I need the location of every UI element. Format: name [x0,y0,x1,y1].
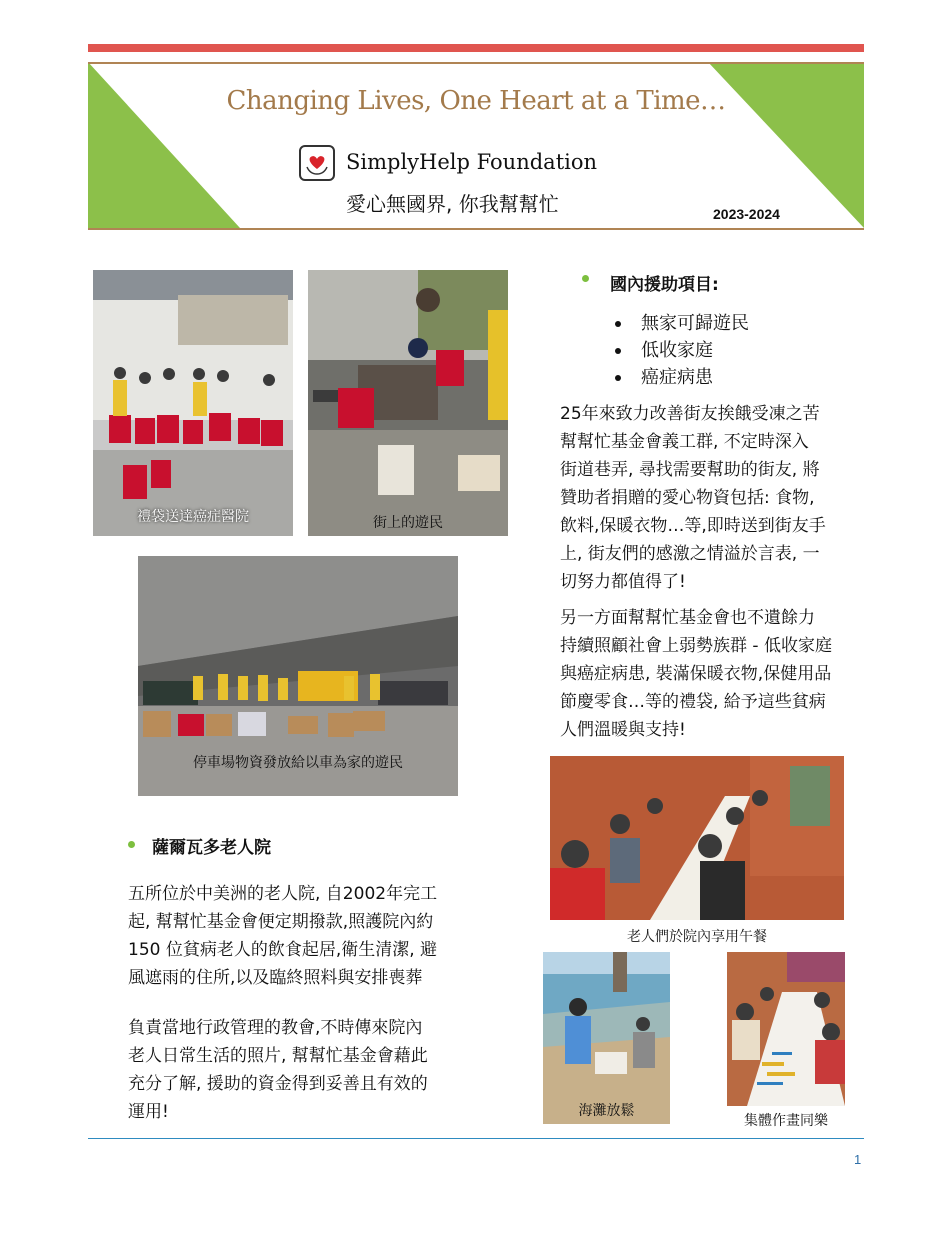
heart-hands-logo-icon [299,145,335,181]
green-bullet-icon [582,275,589,282]
list-item: 癌症病患 [615,363,713,389]
year-label: 2023-2024 [713,206,780,222]
photo-street-homeless [308,270,508,536]
caption-lunch: 老人們於院內享用午餐 [627,929,767,945]
footer-rule [88,1138,864,1139]
banner-top-rule [88,62,864,64]
salvador-paragraph-2: 負責當地行政管理的教會,不時傳來院內 老人日常生活的照片, 幫幫忙基金會藉此 充分了解, 援助的資金得到妥善且有效的 運用! [128,1018,428,1122]
caption-beach: 海灘放鬆 [578,1103,635,1119]
caption-drawing: 集體作畫同樂 [744,1113,828,1129]
caption-street-homeless: 街上的遊民 [373,515,443,531]
domestic-paragraph-1: 25年來致力改善街友挨餓受凍之苦 幫幫忙基金會義工群, 不定時深入 街道巷弄, 尋找需要幫助的街友, 將 贊助者捐贈的愛心物資包括: 食物, 飲料,保暖衣物…等,即時送到街友手 上, 街友們的感激之情溢於言表, 一 切努力都值得了! [560,404,826,592]
top-red-rule [88,44,864,52]
banner-bottom-rule [88,228,864,230]
list-item: 低收家庭 [615,336,713,362]
tagline: Changing Lives, One Heart at a Time… [226,86,726,116]
salvador-paragraph-1: 五所位於中美洲的老人院, 自2002年完工 起, 幫幫忙基金會便定期撥款,照護院內約 150 位貧病老人的飲食起居,衛生清潔, 避 風遮雨的住所,以及臨終照料與安排喪葬 [128,884,438,988]
salvador-heading: 薩爾瓦多老人院 [152,838,271,858]
motto: 愛心無國界, 你我幫幫忙 [346,192,559,216]
bullet-icon [615,375,621,381]
caption-cancer-hospital: 禮袋送達癌症醫院 [137,509,249,525]
page-number: 1 [854,1152,862,1167]
green-bullet-icon [128,841,135,848]
photo-cancer-hospital [93,270,293,536]
photo-parking-lot [138,556,458,796]
list-item: 無家可歸遊民 [615,309,749,335]
bullet-icon [615,348,621,354]
domestic-paragraph-2: 另一方面幫幫忙基金會也不遺餘力 持續照顧社會上弱勢族群 - 低收家庭 與癌症病患, 裝滿保暖衣物,保健用品 節慶零食…等的禮袋, 給予這些貧病 人們溫暖與支持! [560,608,832,740]
photo-drawing [727,952,845,1106]
org-name: SimplyHelp Foundation [346,150,598,174]
caption-parking-lot: 停車場物資發放給以車為家的遊民 [193,755,403,771]
photo-lunch [550,756,844,920]
photo-beach [543,952,670,1124]
domestic-aid-heading: 國內援助項目: [610,275,719,295]
bullet-icon [615,321,621,327]
